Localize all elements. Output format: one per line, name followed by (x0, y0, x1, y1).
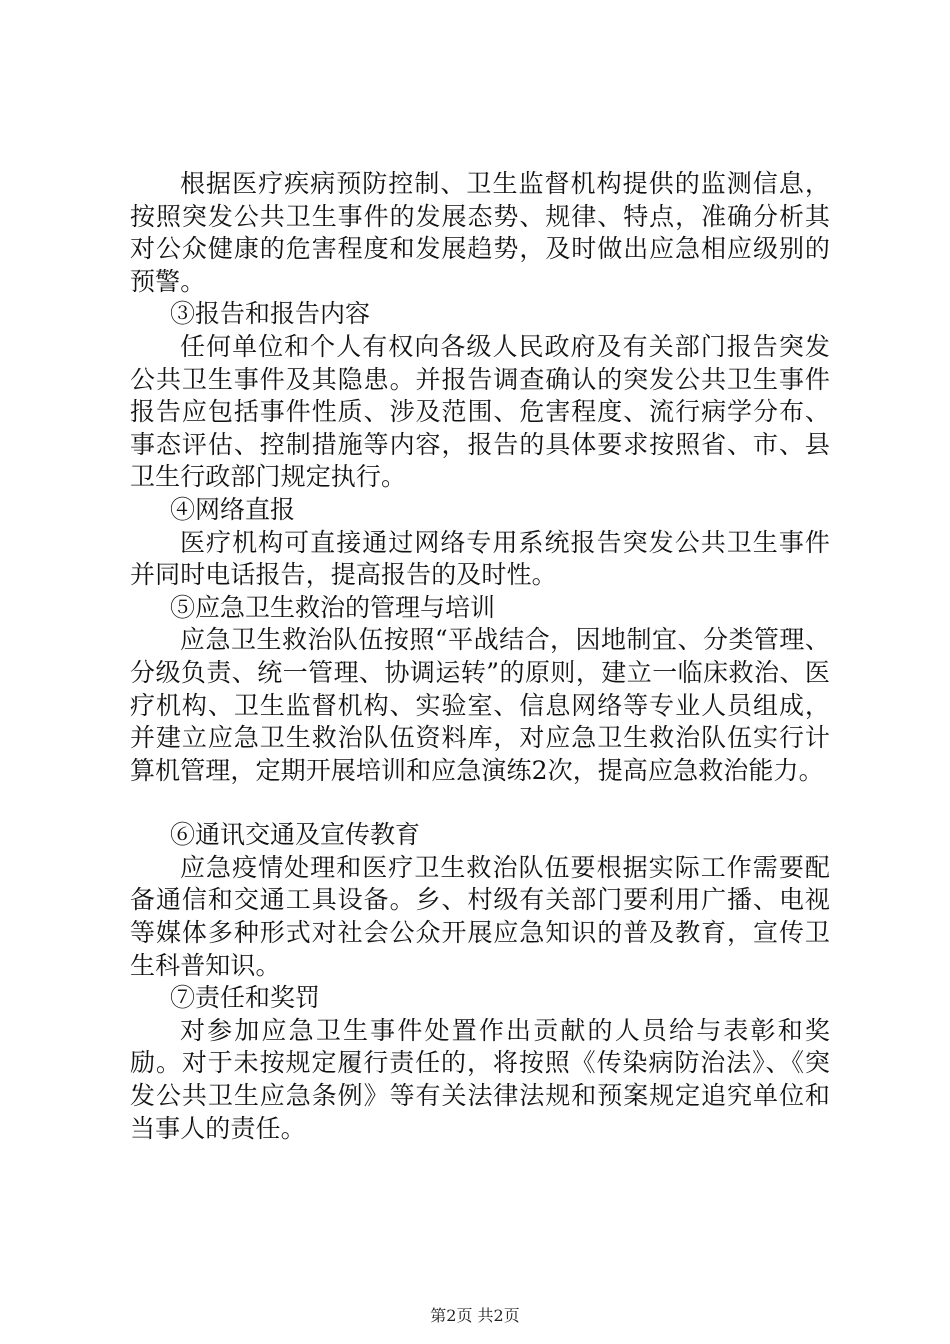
paragraph-network-reporting: 医疗机构可直接通过网络专用系统报告突发公共卫生事件并同时电话报告，提高报告的及时性。 (130, 527, 830, 590)
page-number-footer: 第2页 共2页 (430, 1306, 520, 1325)
heading-network-reporting: ④网络直报 (170, 494, 296, 524)
document-body (130, 168, 830, 1145)
heading-rescue-management: ⑤应急卫生救治的管理与培训 (170, 592, 496, 622)
heading-report-content: ③报告和报告内容 (170, 299, 371, 329)
paragraph-responsibility-rewards: 对参加应急卫生事件处置作出贡献的人员给与表彰和奖励。对于未按规定履行责任的，将按照《传染病防治法》、《突发公共卫生应急条例》等有关法律法规和预案规定追究单位和当事人的责任。 (130, 1015, 830, 1143)
heading-communication-education: ⑥通讯交通及宣传教育 (170, 820, 421, 850)
paragraph-communication-education: 应急疫情处理和医疗卫生救治队伍要根据实际工作需要配备通信和交通工具设备。乡、村级有关部门要利用广播、电视等媒体多种形式对社会公众开展应急知识的普及教育，宣传卫生科普知识。 (130, 852, 830, 980)
paragraph-rescue-management: 应急卫生救治队伍按照“平战结合，因地制宜、分类管理、分级负责、统一管理、协调运转”的原则，建立一临床救治、医疗机构、卫生监督机构、实验室、信息网络等专业人员组成，并建立应急卫生救治队伍资料库，对应急卫生救治队伍实行计算机管理，定期开展培训和应急演练2次，提高应急救治能力。 (130, 625, 830, 785)
paragraph-spacer (130, 787, 830, 819)
heading-responsibility-rewards: ⑦责任和奖罚 (170, 983, 321, 1013)
paragraph-early-warning: 根据医疗疾病预防控制、卫生监督机构提供的监测信息，按照突发公共卫生事件的发展态势、规律、特点，准确分析其对公众健康的危害程度和发展趋势，及时做出应急相应级别的预警。 (130, 169, 830, 296)
paragraph-report-content: 任何单位和个人有权向各级人民政府及有关部门报告突发公共卫生事件及其隐患。并报告调查确认的突发公共卫生事件报告应包括事件性质、涉及范围、危害程度、流行病学分布、事态评估、控制措施等内容，报告的具体要求按照省、市、县卫生行政部门规定执行。 (130, 331, 830, 492)
